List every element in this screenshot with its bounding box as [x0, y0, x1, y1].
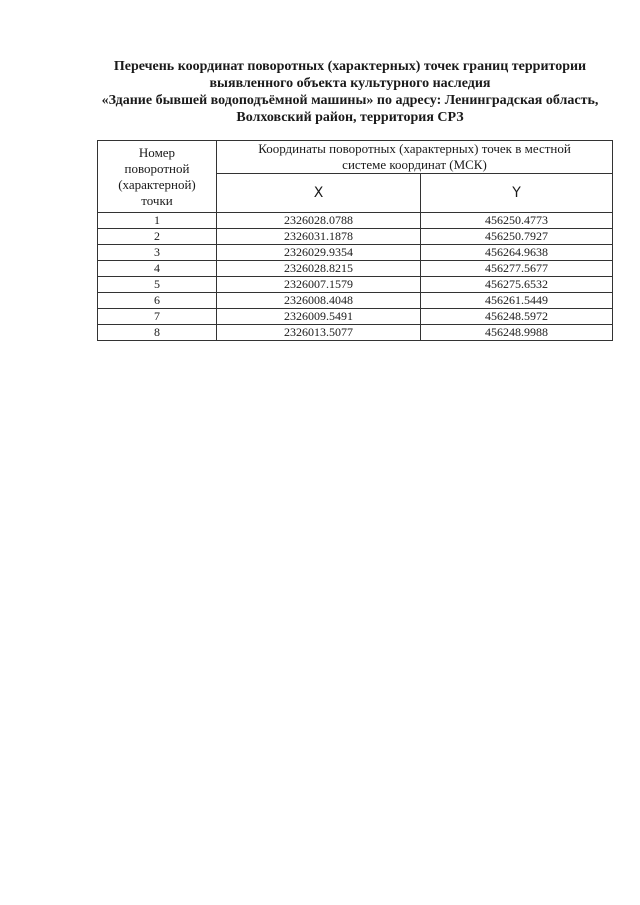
y-coordinate-cell: 456277.5677 [421, 261, 613, 277]
document-title [70, 58, 630, 126]
table-row [98, 325, 613, 341]
header-line: (характерной) [118, 176, 196, 192]
x-coordinate-cell: 2326009.5491 [217, 309, 421, 325]
y-coordinate-cell: 456248.5972 [421, 309, 613, 325]
point-number-cell: 8 [98, 325, 217, 341]
table-row [98, 261, 613, 277]
header-line: поворотной [124, 160, 190, 176]
x-coordinate-cell: 2326031.1878 [217, 229, 421, 245]
point-number-header [98, 141, 217, 213]
point-number-cell: 4 [98, 261, 217, 277]
point-number-cell: 2 [98, 229, 217, 245]
table-row [98, 293, 613, 309]
point-number-cell: 7 [98, 309, 217, 325]
y-coordinate-cell: 456275.6532 [421, 277, 613, 293]
y-coordinate-cell: 456250.7927 [421, 229, 613, 245]
point-number-cell: 6 [98, 293, 217, 309]
header-line: точки [141, 192, 173, 208]
coordinates-table [97, 140, 613, 341]
table-row [98, 309, 613, 325]
y-coordinate-cell: 456264.9638 [421, 245, 613, 261]
header-line: системе координат (МСК) [342, 157, 487, 172]
coordinates-group-header [217, 141, 613, 174]
title-line: «Здание бывшей водоподъёмной машины» по адресу: Ленинградская область, [101, 93, 599, 108]
y-coordinate-cell: 456261.5449 [421, 293, 613, 309]
title-line: Волховский район, территория СРЗ [236, 110, 464, 125]
table-body [98, 213, 613, 341]
table-row [98, 213, 613, 229]
table-header-row [98, 141, 613, 174]
x-coordinate-cell: 2326028.8215 [217, 261, 421, 277]
x-coordinate-cell: 2326028.0788 [217, 213, 421, 229]
point-number-cell: 3 [98, 245, 217, 261]
y-coordinate-cell: 456250.4773 [421, 213, 613, 229]
table-row [98, 245, 613, 261]
table-row [98, 277, 613, 293]
header-line: Номер [138, 144, 176, 160]
table-row [98, 229, 613, 245]
x-column-header: X [217, 174, 421, 213]
title-line: Перечень координат поворотных (характерных) точек границ территории [113, 59, 587, 74]
point-number-cell: 1 [98, 213, 217, 229]
title-line: выявленного объекта культурного наследия [209, 76, 491, 91]
x-coordinate-cell: 2326008.4048 [217, 293, 421, 309]
table-header [98, 141, 613, 213]
x-coordinate-cell: 2326013.5077 [217, 325, 421, 341]
x-coordinate-cell: 2326029.9354 [217, 245, 421, 261]
point-number-cell: 5 [98, 277, 217, 293]
header-line: Координаты поворотных (характерных) точек в местной [258, 141, 571, 156]
y-coordinate-cell: 456248.9988 [421, 325, 613, 341]
y-column-header: Y [421, 174, 613, 213]
x-coordinate-cell: 2326007.1579 [217, 277, 421, 293]
